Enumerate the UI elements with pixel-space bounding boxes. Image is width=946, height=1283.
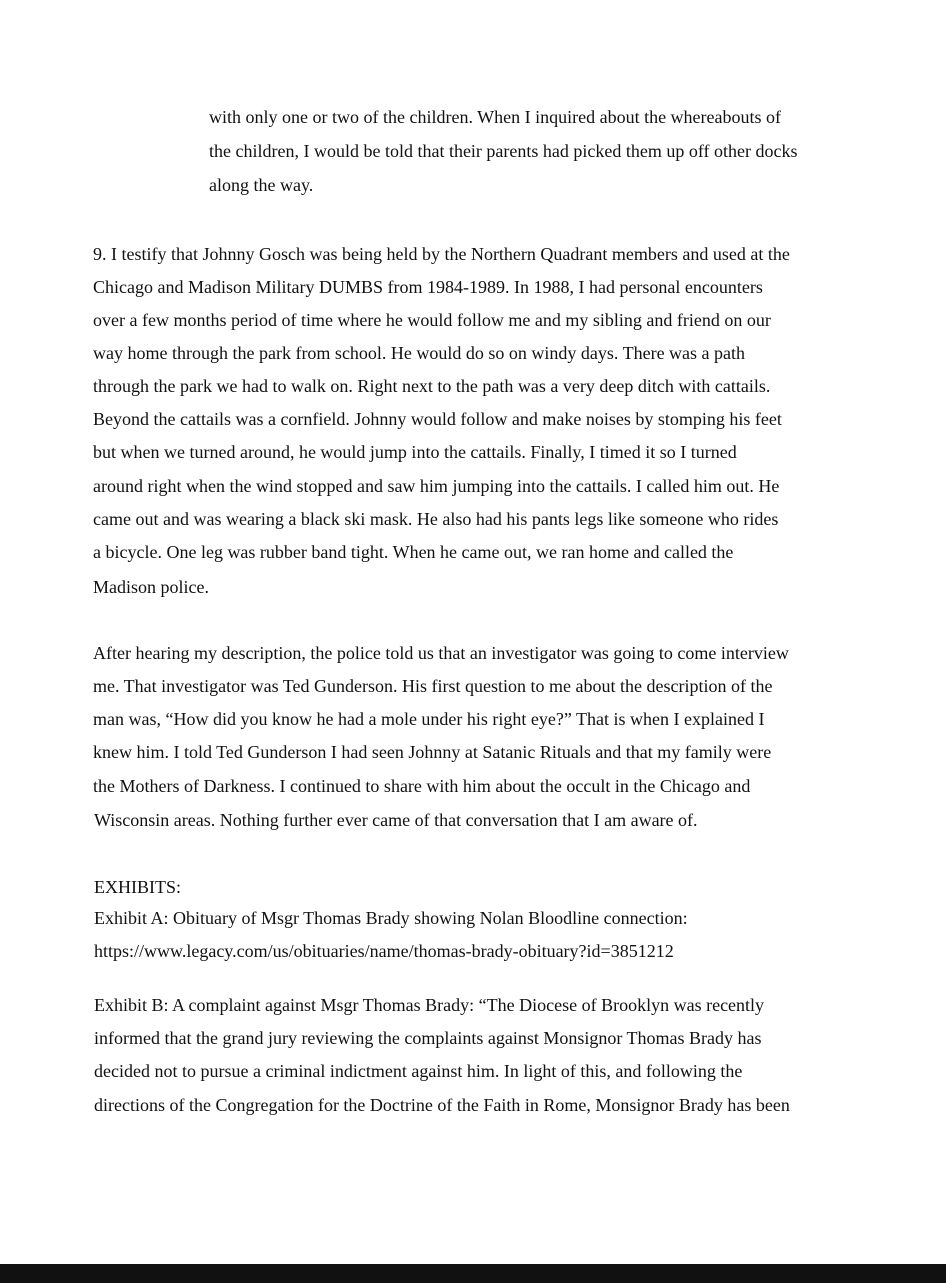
- continued-paragraph-line: with only one or two of the children. When I inquired about the whereabouts of: [209, 107, 782, 127]
- paragraph-9-line: came out and was wearing a black ski mask. He also had his pants legs like someone who rides: [93, 509, 779, 529]
- continued-paragraph-line: the children, I would be told that their parents had picked them up off other docks: [209, 141, 798, 161]
- paragraph-9-line: Beyond the cattails was a cornfield. Johnny would follow and make noises by stomping his feet: [93, 409, 782, 429]
- exhibit-b-line: decided not to pursue a criminal indictment against him. In light of this, and following the: [94, 1061, 743, 1081]
- paragraph-after-line: me. That investigator was Ted Gunderson. His first question to me about the description of the: [93, 676, 773, 696]
- paragraph-9-line: through the park we had to walk on. Right next to the path was a very deep ditch with cattails.: [93, 376, 771, 396]
- paragraph-after-line: After hearing my description, the police told us that an investigator was going to come interview: [93, 643, 789, 663]
- continued-paragraph-line: along the way.: [209, 175, 314, 195]
- paragraph-9-line: 9. I testify that Johnny Gosch was being held by the Northern Quadrant members and used at the: [93, 244, 790, 264]
- paragraph-after-line: the Mothers of Darkness. I continued to share with him about the occult in the Chicago and: [93, 776, 751, 796]
- paragraph-after-line: Wisconsin areas. Nothing further ever came of that conversation that I am aware of.: [94, 810, 698, 830]
- exhibit-b-line: Exhibit B: A complaint against Msgr Thomas Brady: “The Diocese of Brooklyn was recently: [94, 995, 765, 1015]
- paragraph-9-line: Chicago and Madison Military DUMBS from 1984-1989. In 1988, I had personal encounters: [93, 277, 763, 297]
- exhibit-b-line: directions of the Congregation for the Doctrine of the Faith in Rome, Monsignor Brady has been: [94, 1095, 790, 1115]
- paragraph-9-line: a bicycle. One leg was rubber band tight. When he came out, we ran home and called the: [93, 542, 734, 562]
- paragraph-9-line: around right when the wind stopped and saw him jumping into the cattails. I called him out. He: [93, 476, 780, 496]
- exhibit-a-line: Exhibit A: Obituary of Msgr Thomas Brady showing Nolan Bloodline connection:: [94, 908, 688, 928]
- paragraph-after-line: knew him. I told Ted Gunderson I had seen Johnny at Satanic Rituals and that my family were: [93, 742, 772, 762]
- exhibit-a-link[interactable]: https://www.legacy.com/us/obituaries/name/thomas-brady-obituary?id=3851212: [94, 941, 674, 961]
- paragraph-9-line: over a few months period of time where he would follow me and my sibling and friend on our: [93, 310, 771, 330]
- exhibit-b-line: informed that the grand jury reviewing the complaints against Monsignor Thomas Brady has: [94, 1028, 762, 1048]
- paragraph-9-line: but when we turned around, he would jump into the cattails. Finally, I timed it so I turned: [93, 442, 737, 462]
- exhibits-heading: EXHIBITS:: [94, 877, 181, 897]
- paragraph-9-line: way home through the park from school. He would do so on windy days. There was a path: [93, 343, 746, 363]
- paragraph-after-line: man was, “How did you know he had a mole under his right eye?” That is when I explained I: [93, 709, 765, 729]
- paragraph-9-line: Madison police.: [93, 577, 209, 597]
- bottom-edge-bar: [0, 1264, 946, 1283]
